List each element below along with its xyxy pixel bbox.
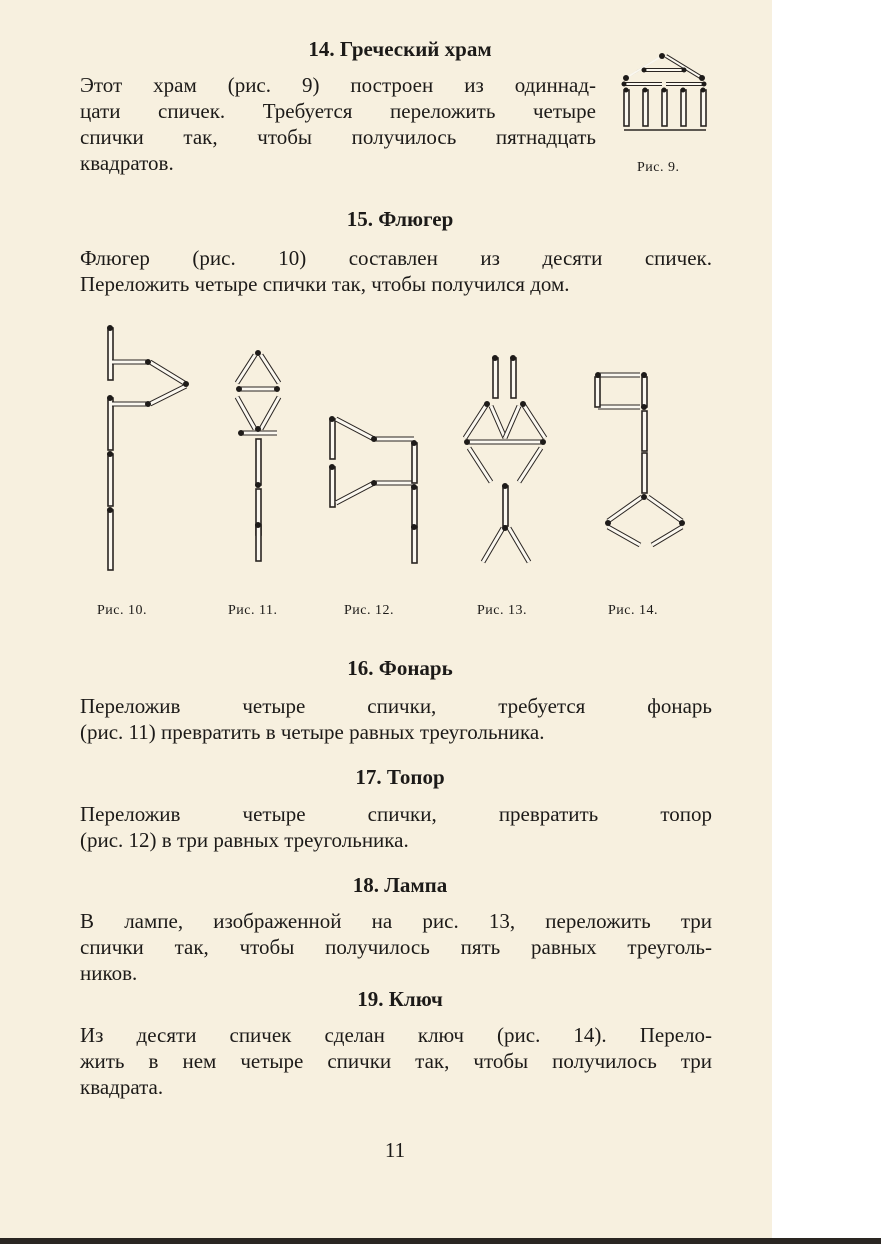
figure-9-temple [616, 50, 716, 140]
problem-18-text [80, 908, 712, 986]
text-line: Переложить четыре спички так, чтобы получился дом. [80, 272, 570, 296]
text-line: Из десяти спичек сделан ключ (рис. 14). Перело- [80, 1023, 712, 1047]
text-line: Переложив четыре спички, превратить топор [80, 802, 712, 826]
text-line: жить в нем четыре спички так, чтобы получилось три [80, 1049, 712, 1073]
problem-14-title: 14. Греческий храм [308, 37, 492, 61]
problem-18-title: 18. Лампа [352, 873, 448, 897]
scan-edge [0, 1238, 881, 1244]
figure-14-caption: Рис. 14. [608, 603, 658, 618]
text-line: (рис. 12) в три равных треугольника. [80, 828, 409, 852]
text-line: (рис. 11) превратить в четыре равных треугольника. [80, 720, 545, 744]
text-line: спички так, чтобы получилось пять равных треуголь- [80, 935, 712, 959]
matchstick-drawing [622, 53, 707, 130]
figure-12-caption: Рис. 12. [344, 603, 394, 618]
figure-10-weather-vane [100, 320, 200, 580]
figure-13-lamp [455, 350, 565, 575]
text-line: спички так, чтобы получилось пятнадцать [80, 125, 596, 149]
text-line: ников. [80, 961, 138, 985]
page-number: 11 [384, 1138, 406, 1162]
problem-17-text [80, 801, 712, 853]
text-line: цати спичек. Требуется переложить четыре [80, 99, 596, 123]
text-line: В лампе, изображенной на рис. 13, переложить три [80, 909, 712, 933]
problem-19-title: 19. Ключ [357, 987, 443, 1011]
text-line: квадратов. [80, 151, 174, 175]
figure-14-key [590, 365, 700, 565]
text-line: квадрата. [80, 1075, 164, 1099]
figure-10-caption: Рис. 10. [97, 603, 147, 618]
problem-15-title: 15. Флюгер [346, 207, 454, 231]
text-line: Флюгер (рис. 10) составлен из десяти спичек. [80, 246, 712, 270]
figure-12-axe [320, 405, 430, 575]
problem-14-text [80, 72, 596, 176]
text-line: Этот храм (рис. 9) построен из одиннад- [80, 73, 596, 97]
figure-11-caption: Рис. 11. [228, 603, 278, 618]
figure-9-caption: Рис. 9. [637, 160, 680, 175]
problem-15-text [80, 245, 712, 297]
figure-13-caption: Рис. 13. [477, 603, 527, 618]
problem-16-text [80, 693, 712, 745]
problem-16-title: 16. Фонарь [347, 656, 453, 680]
figure-11-lantern [225, 345, 295, 575]
problem-17-title: 17. Топор [355, 765, 445, 789]
problem-19-text [80, 1022, 712, 1100]
text-line: Переложив четыре спички, требуется фонарь [80, 694, 712, 718]
